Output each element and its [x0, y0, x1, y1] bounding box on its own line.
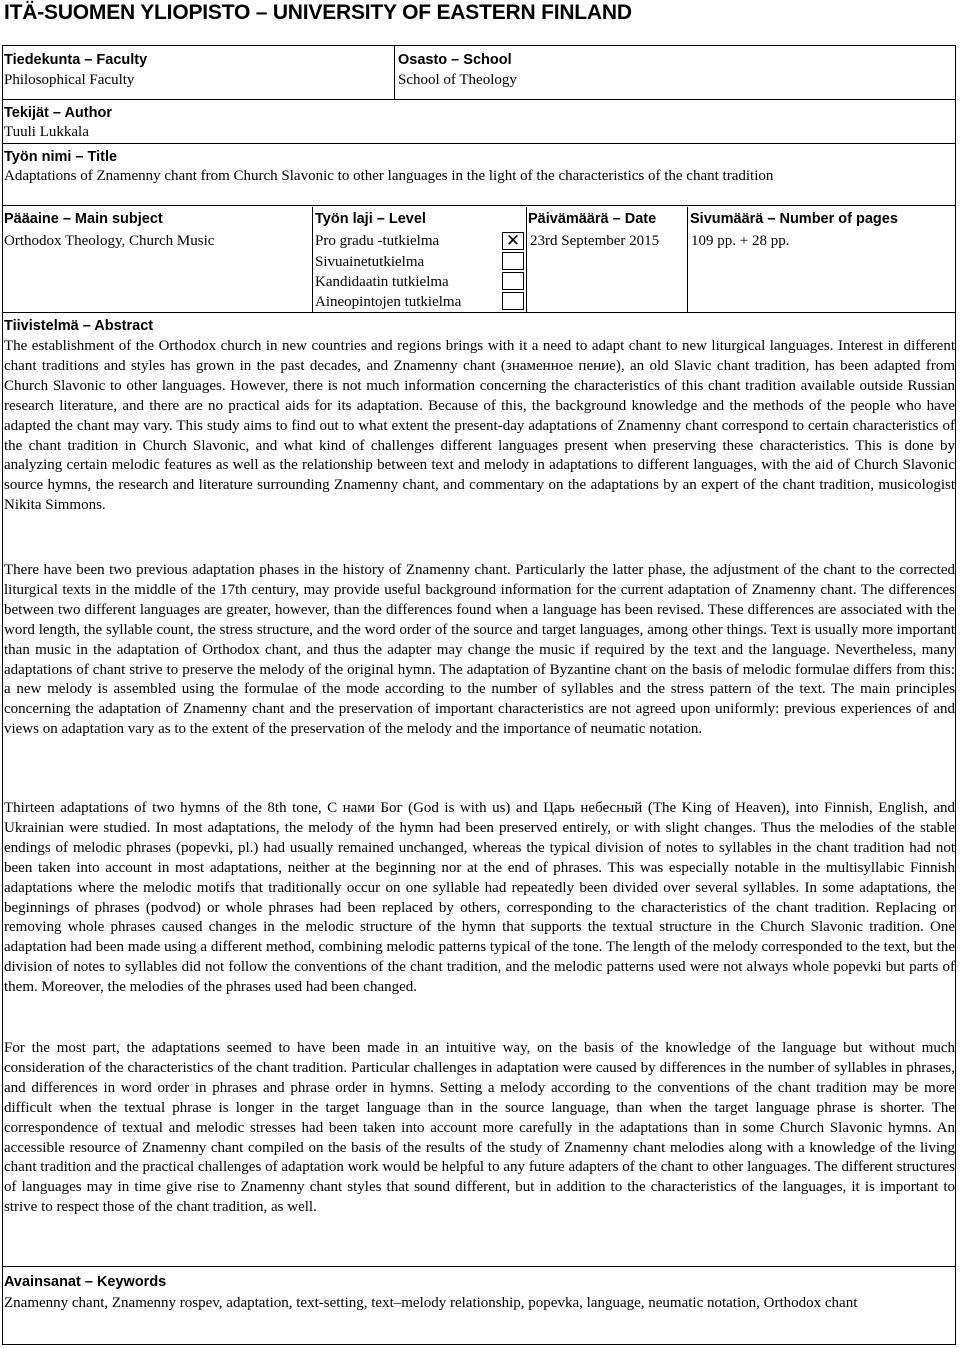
column-divider — [687, 207, 688, 312]
school-label: Osasto – School — [398, 52, 512, 68]
divider — [2, 205, 956, 206]
abstract-paragraph: For the most part, the adaptations seemed to have been made in an intuitive way, on the basis of the knowledge of the language but without much consideration of the characteristics of the chant tradition. Particular challenges in adaptation were caused by differences in the number of syllables in phrases, and differences in word order in phrases and phrase order in hymns. Setting a melody according to the conventions of the chant tradition may be more difficult when the textual phrase is longer in the target language than in the source language, than when the target language phrase is shorter. The correspondence of textual and melodic stresses had been taken into account more carefully in the adaptations than in some Church Slavonic hymns. An accessible resource of Znamenny chant compiled on the basis of the results of the study of Znamenny chant melodies along with a knowledge of the living chant tradition and the practical challenges of adaptation work would be helpful to any future adapters of the chant to other languages. The different structures of languages may in time give rise to Znamenny chant styles that sound different, but in addition to the characteristics of the languages, it is important to strive to respect those of the chant tradition, as well. — [4, 1040, 955, 1216]
column-divider — [312, 207, 313, 312]
date-value: 23rd September 2015 — [530, 233, 660, 249]
title-value: Adaptations of Znamenny chant from Church Slavonic to other languages in the light of the characteristics of the chant tradition — [4, 168, 774, 184]
main-subject-value: Orthodox Theology, Church Music — [4, 233, 215, 249]
date-label: Päivämäärä – Date — [528, 211, 657, 227]
abstract-label: Tiivistelmä – Abstract — [4, 318, 154, 334]
author-label: Tekijät – Author — [4, 105, 112, 121]
divider — [2, 99, 956, 100]
abstract-paragraph: There have been two previous adaptation phases in the history of Znamenny chant. Particularly the latter phase, the adjustment of the chant to the corrected liturgical texts in the middle of the 17th century, may provide useful background information for the current adaptation of Znamenny chant. The differences between two different languages are greater, however, than the differences found when a language has been revised. These differences are associated with the word length, the syllable count, the stress structure, and the word order of the source and target languages, among other things. Text is usually more important than music in the adaptation of Orthodox chant, and thus the adapter may change the music if required by the text and the language. Nevertheless, many adaptations of chant strive to preserve the melody of the original hymn. The adaptation of Byzantine chant on the basis of melodic formulae differs from this: a new melody is assembled using the formulae of the mode according to the number of syllables and the stress pattern of the text. The main principles concerning the adaptation of Znamenny chant and the preservation of important characteristics are not agreed upon uniformly: previous experiences of and views on adaptation vary as to the extent of the preservation of the melody and the importance of neumatic notation. — [4, 562, 955, 738]
pages-value: 109 pp. + 28 pp. — [691, 233, 790, 249]
main-subject-label: Pääaine – Main subject — [4, 211, 163, 227]
school-value: School of Theology — [398, 72, 517, 88]
divider — [2, 143, 956, 144]
keywords-value: Znamenny chant, Znamenny rospev, adaptation, text-setting, text–melody relationship, popevka, language, neumatic notation, Orthodox chant — [4, 1295, 858, 1311]
abstract-paragraph: Thirteen adaptations of two hymns of the 8th tone, С нами Бог (God is with us) and Царь небесный (The King of Heaven), into Finnish, English, and Ukrainian were studied. In most adaptations, the melody of the hymn had been preserved entirely, or with slight changes. Thus the melodies of the stable endings of melodic phrases (popevki, pl.) had usually remained unchanged, whereas the typical division of notes to syllables in the chant tradition had not been taken into account in most adaptations, neither at the beginning nor at the end of phrases. This was especially notable in the multisyllabic Finnish adaptations where the melodic motifs that traditionally occur on one syllable had repeatedly been divided over several syllables. In some adaptations, the beginnings of phrases (podvod) or whole phrases had been replaced by others, corresponding to the characteristics of the chant tradition. Replacing or removing whole phrases caused changes in the melodic structure of the hymn that supports the textual structure in the Church Slavonic tradition. One adaptation had been made using a different method, combining melodic patterns typical of the tone. The length of the melody corresponded to the text, but the division of notes to syllables did not follow the conventions of the chant tradition, and the melodic patterns used were not always whole popevki but parts of them. Moreover, the melodies of the phrases used had been changed. — [4, 800, 955, 996]
column-divider — [526, 207, 527, 312]
level-option-checkbox[interactable]: ✕ — [502, 232, 524, 250]
level-option-checkbox[interactable] — [502, 292, 524, 310]
level-option-checkbox[interactable] — [502, 272, 524, 290]
author-value: Tuuli Lukkala — [4, 124, 89, 140]
level-option-label: Aineopintojen tutkielma — [315, 294, 462, 310]
level-option-label: Pro gradu -tutkielma — [315, 233, 440, 249]
faculty-value: Philosophical Faculty — [4, 72, 135, 88]
pages-label: Sivumäärä – Number of pages — [690, 211, 898, 227]
faculty-school-divider — [394, 45, 395, 99]
level-option-checkbox[interactable] — [502, 252, 524, 270]
level-label: Työn laji – Level — [315, 211, 426, 227]
keywords-label: Avainsanat – Keywords — [4, 1274, 167, 1290]
abstract-paragraph: The establishment of the Orthodox church in new countries and regions brings with it a need to adapt chant to new liturgical languages. Interest in different chant traditions and styles has grown in the past decades, and Znamenny chant (знаменное пение), an old Slavic chant tradition, has been adapted from Church Slavonic to other languages. However, there is not much information concerning the characteristics of this chant tradition available outside Russian research literature, and there are no practical aids for its adaptation. Because of this, the background knowledge and the methods of the people who have adapted the chant may vary. This study aims to find out to what extent the present-day adaptations of Znamenny chant correspond to certain characteristics of the chant tradition in Church Slavonic, and what kind of challenges different languages present when preserving these characteristics. This is done by analyzing certain melodic features as well as the relationship between text and melody in adaptations to different languages, with the aid of Church Slavonic source hymns, the research and literature surrounding Znamenny chant, and commentary on the adaptations by an expert of the chant tradition, musicologist Nikita Simmons. — [4, 338, 955, 514]
divider — [2, 1266, 956, 1267]
level-option-label: Kandidaatin tutkielma — [315, 274, 449, 290]
faculty-label: Tiedekunta – Faculty — [4, 52, 148, 68]
title-label: Työn nimi – Title — [4, 149, 118, 165]
divider — [2, 312, 956, 313]
university-heading: ITÄ-SUOMEN YLIOPISTO – UNIVERSITY OF EASTERN FINLAND — [4, 1, 632, 24]
level-option-label: Sivuainetutkielma — [315, 254, 425, 270]
